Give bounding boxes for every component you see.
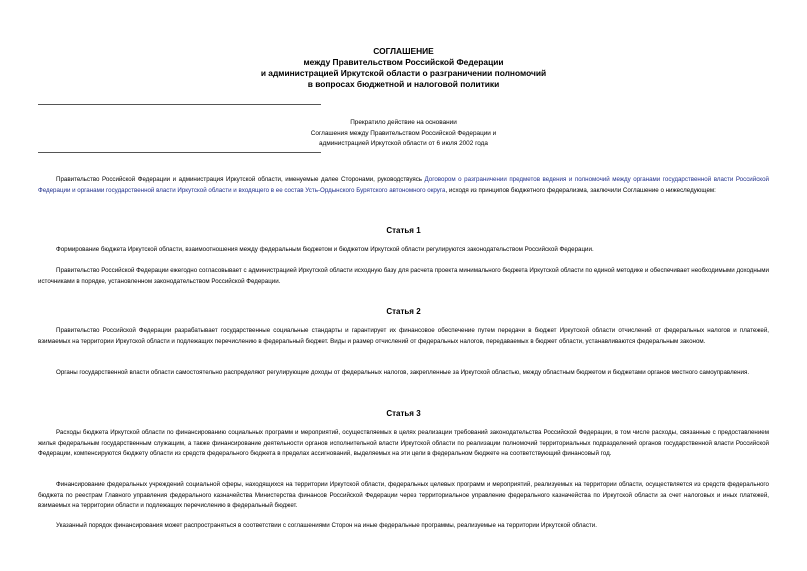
article-paragraph: Финансирование федеральных учреждений социальной сферы, находящихся на территории Иркутской области, федеральных целевых программ и мероприятий, реализуемых на территории области, осуществляется из средств федерального бюджета по реестрам Главного управления федерального казначейства Министерства финансов Российской Федерации через территориальное управление федерального казначейства по Иркутской области за счет налоговых и иных платежей, взимаемых на территории области и подлежащих перечислению в федеральный бюджет. bbox=[38, 481, 769, 509]
bottom-divider bbox=[38, 152, 321, 153]
title-line: между Правительством Российской Федерации bbox=[303, 57, 504, 67]
article-heading: Статья 1 bbox=[386, 226, 421, 235]
article-paragraph: Расходы бюджета Иркутской области по финансированию социальных программ и мероприятий, осуществляемых в целях реализации требований законодательства Российской Федерации, в том числе расходы, связанные с предоставлением жилья федеральным государственным служащим, а также финансирование деятельности органов исполнительной власти Иркутской области по реализации полномочий территориальных подразделений органов государственной власти Российской Федерации, компенсируются бюджету области из средств федерального бюджета в пределах ассигнований, выделяемых на эти цели в федеральном бюджете на соответствующий финансовый год. bbox=[38, 429, 769, 457]
top-divider bbox=[38, 104, 321, 105]
article-paragraph: Органы государственной власти области самостоятельно распределяют регулирующие доходы от федеральных налогов, закрепленные за Иркутской областью, между областным бюджетом и бюджетами органов местного самоуправления. bbox=[56, 369, 750, 376]
status-note-line: Прекратило действие на основании bbox=[350, 119, 457, 126]
treaty-link[interactable]: Договором о разграничении предметов ведения и полномочий между органами государственной власти Российской Федерации и органами государственной власти Иркутской области и входящего в ее состав Усть-Ордынского Бурятского автономного округа bbox=[38, 176, 769, 194]
article-heading: Статья 2 bbox=[386, 307, 421, 316]
document-title bbox=[0, 46, 807, 90]
article-paragraph: Правительство Российской Федерации разрабатывает государственные социальные стандарты и гарантирует их финансовое обеспечение путем передачи в бюджет Иркутской области отчислений от федеральных налогов и платежей, взимаемых на территории Иркутской области и подлежащих перечислению в федеральный бюджет. Виды и размер отчислений от федеральных налогов, передаваемых в бюджет области, устанавливаются федеральным законом. bbox=[38, 327, 769, 345]
preamble-text: Правительство Российской Федерации и администрация Иркутской области, именуемые далее Сторонами, руководствуясь bbox=[56, 176, 425, 183]
title-line: СОГЛАШЕНИЕ bbox=[373, 46, 434, 56]
article-paragraph: Указанный порядок финансирования может распространяться в соответствии с соглашениями Сторон на иные федеральные программы, реализуемые на территории Иркутской области. bbox=[56, 522, 597, 529]
title-line: в вопросах бюджетной и налоговой политики bbox=[307, 79, 500, 89]
article-paragraph: Правительство Российской Федерации ежегодно согласовывает с администрацией Иркутской области исходную базу для расчета проекта минимального бюджета Иркутской области по единой методике и обеспечивает необходимыми доходными источниками в порядке, установленном законодательством Российской Федерации. bbox=[38, 267, 769, 285]
article-paragraph: Формирование бюджета Иркутской области, взаимоотношения между федеральным бюджетом и бюджетом Иркутской области регулируются законодательством Российской Федерации. bbox=[56, 246, 594, 253]
status-note bbox=[220, 118, 587, 150]
article-heading: Статья 3 bbox=[386, 409, 421, 418]
preamble-text: , исходя из принципов бюджетного федерализма, заключили Соглашение о нижеследующем: bbox=[445, 186, 716, 194]
preamble-paragraph bbox=[38, 175, 769, 196]
status-note-line: администрацией Иркутской области от 6 июля 2002 года bbox=[319, 140, 488, 147]
status-note-line: Соглашения между Правительством Российской Федерации и bbox=[310, 129, 497, 137]
title-line: и администрацией Иркутской области о разграничении полномочий bbox=[260, 68, 547, 78]
